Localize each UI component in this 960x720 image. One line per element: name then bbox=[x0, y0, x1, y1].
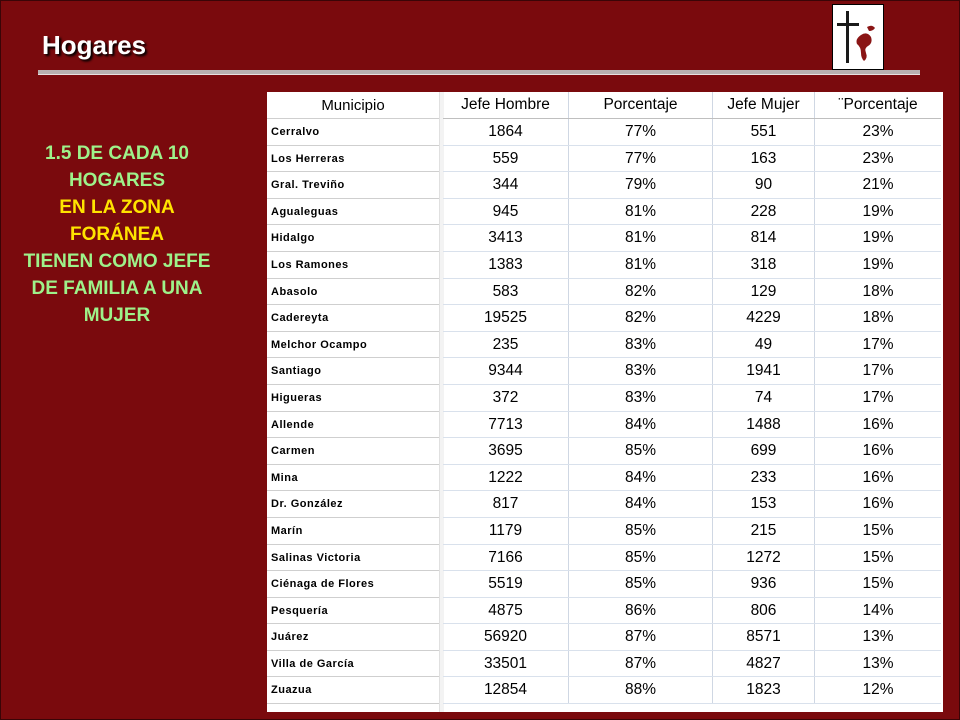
table-row bbox=[443, 358, 941, 385]
value-cell: 153 bbox=[713, 491, 815, 517]
table-row bbox=[267, 518, 439, 545]
column-header: ¨Porcentaje bbox=[838, 96, 918, 113]
value-cell: 163 bbox=[713, 146, 815, 172]
table-row bbox=[443, 199, 941, 226]
municipio-cell: Dr. González bbox=[271, 498, 344, 511]
value-cell: 1383 bbox=[443, 252, 569, 278]
value-cell: 13% bbox=[862, 654, 894, 672]
table-row bbox=[443, 624, 941, 651]
value-cell: 16% bbox=[862, 415, 894, 433]
value-cell: 17% bbox=[862, 335, 894, 353]
value-cell: 699 bbox=[713, 438, 815, 464]
table-row bbox=[267, 651, 439, 678]
municipio-cell: Salinas Victoria bbox=[271, 551, 361, 564]
value-cell: 15% bbox=[862, 548, 894, 566]
value-cell: 23% bbox=[862, 123, 894, 140]
table-row bbox=[267, 252, 439, 279]
table-row bbox=[267, 598, 439, 625]
statement-line-2: EN LA ZONA FORÁNEA bbox=[59, 197, 175, 245]
municipio-cell: Los Herreras bbox=[271, 152, 345, 165]
column-header: Jefe Mujer bbox=[713, 92, 815, 118]
value-cell: 551 bbox=[713, 119, 815, 145]
municipio-cell: Mina bbox=[271, 471, 299, 484]
municipio-cell: Agualeguas bbox=[271, 205, 339, 218]
value-cell: 19% bbox=[862, 202, 894, 220]
value-cell: 3695 bbox=[443, 438, 569, 464]
table-row bbox=[267, 438, 439, 465]
value-cell: 82% bbox=[569, 279, 713, 305]
value-cell: 806 bbox=[713, 598, 815, 624]
highlight-statement bbox=[22, 140, 212, 329]
municipio-cell: Los Ramones bbox=[271, 258, 349, 271]
value-cell: 15% bbox=[862, 521, 894, 539]
value-cell: 1222 bbox=[443, 465, 569, 491]
value-cell: 17% bbox=[862, 362, 894, 380]
title-underline bbox=[38, 70, 920, 74]
value-cell: 228 bbox=[713, 199, 815, 225]
value-cell: 344 bbox=[443, 172, 569, 198]
value-cell: 88% bbox=[569, 677, 713, 703]
municipio-cell: Melchor Ocampo bbox=[271, 338, 368, 351]
value-cell: 7166 bbox=[443, 545, 569, 571]
value-cell: 1272 bbox=[713, 545, 815, 571]
value-cell: 3413 bbox=[443, 225, 569, 251]
value-cell: 23% bbox=[862, 149, 894, 167]
value-cell: 49 bbox=[713, 332, 815, 358]
value-cell: 5519 bbox=[443, 571, 569, 597]
table-row bbox=[443, 385, 941, 412]
municipio-cell: Pesquería bbox=[271, 604, 329, 617]
table-row bbox=[267, 491, 439, 518]
table-row bbox=[267, 545, 439, 572]
value-cell: 233 bbox=[713, 465, 815, 491]
table-row bbox=[443, 651, 941, 678]
cross-globe-logo-icon bbox=[832, 4, 884, 70]
value-cell: 7713 bbox=[443, 412, 569, 438]
statement-line-1: 1.5 DE CADA 10 HOGARES bbox=[45, 143, 189, 191]
table-row bbox=[267, 571, 439, 598]
value-cell: 87% bbox=[569, 624, 713, 650]
value-cell: 14% bbox=[862, 601, 894, 619]
value-cell: 559 bbox=[443, 146, 569, 172]
table-row bbox=[267, 119, 439, 146]
table-row bbox=[443, 172, 941, 199]
table-row bbox=[443, 438, 941, 465]
value-cell: 81% bbox=[569, 199, 713, 225]
value-cell: 945 bbox=[443, 199, 569, 225]
slide-title: Hogares bbox=[42, 30, 147, 60]
value-cell: 81% bbox=[569, 252, 713, 278]
municipio-cell: Juárez bbox=[271, 631, 309, 644]
value-cell: 81% bbox=[569, 225, 713, 251]
value-cell: 85% bbox=[569, 518, 713, 544]
value-cell: 18% bbox=[862, 282, 894, 300]
column-header: Jefe Hombre bbox=[443, 92, 569, 118]
table-row bbox=[267, 279, 439, 306]
table-row bbox=[443, 545, 941, 572]
table-row bbox=[267, 465, 439, 492]
municipio-cell: Allende bbox=[271, 418, 315, 431]
value-cell: 18% bbox=[862, 309, 894, 327]
table-header-row bbox=[443, 92, 941, 119]
table-row bbox=[443, 305, 941, 332]
municipio-cell: Hidalgo bbox=[271, 232, 315, 245]
value-cell: 86% bbox=[569, 598, 713, 624]
value-cell: 33501 bbox=[443, 651, 569, 677]
values-columns bbox=[443, 92, 941, 704]
table-row bbox=[443, 491, 941, 518]
table-row bbox=[267, 146, 439, 173]
table-row bbox=[443, 146, 941, 173]
municipio-cell: Marín bbox=[271, 524, 303, 537]
statement-line-3: TIENEN COMO JEFE DE FAMILIA A UNA MUJER bbox=[23, 251, 211, 326]
value-cell: 87% bbox=[569, 651, 713, 677]
value-cell: 82% bbox=[569, 305, 713, 331]
municipio-cell: Villa de García bbox=[271, 657, 355, 670]
value-cell: 90 bbox=[713, 172, 815, 198]
value-cell: 318 bbox=[713, 252, 815, 278]
value-cell: 21% bbox=[862, 176, 894, 194]
table-row bbox=[267, 305, 439, 332]
value-cell: 83% bbox=[569, 332, 713, 358]
table-row bbox=[267, 677, 439, 704]
value-cell: 84% bbox=[569, 491, 713, 517]
value-cell: 8571 bbox=[713, 624, 815, 650]
table-row bbox=[443, 279, 941, 306]
table-row bbox=[267, 172, 439, 199]
value-cell: 12% bbox=[862, 681, 894, 699]
value-cell: 83% bbox=[569, 358, 713, 384]
value-cell: 85% bbox=[569, 438, 713, 464]
table-row bbox=[443, 518, 941, 545]
municipio-cell: Abasolo bbox=[271, 285, 318, 298]
municipio-cell: Cerralvo bbox=[271, 126, 320, 138]
value-cell: 4229 bbox=[713, 305, 815, 331]
value-cell: 84% bbox=[569, 465, 713, 491]
table-row bbox=[443, 119, 941, 146]
value-cell: 79% bbox=[569, 172, 713, 198]
value-cell: 13% bbox=[862, 628, 894, 646]
value-cell: 1179 bbox=[443, 518, 569, 544]
table-row bbox=[267, 225, 439, 252]
value-cell: 17% bbox=[862, 388, 894, 406]
value-cell: 215 bbox=[713, 518, 815, 544]
municipio-cell: Gral. Treviño bbox=[271, 179, 345, 192]
table-row bbox=[267, 385, 439, 412]
value-cell: 817 bbox=[443, 491, 569, 517]
value-cell: 4875 bbox=[443, 598, 569, 624]
value-cell: 9344 bbox=[443, 358, 569, 384]
table-row bbox=[443, 677, 941, 704]
value-cell: 56920 bbox=[443, 624, 569, 650]
value-cell: 85% bbox=[569, 545, 713, 571]
table-row bbox=[443, 571, 941, 598]
table-header-row bbox=[267, 92, 439, 119]
value-cell: 583 bbox=[443, 279, 569, 305]
municipio-cell: Santiago bbox=[271, 365, 322, 378]
table-row bbox=[267, 199, 439, 226]
value-cell: 19% bbox=[862, 255, 894, 273]
value-cell: 1864 bbox=[443, 119, 569, 145]
table-row bbox=[443, 598, 941, 625]
value-cell: 1488 bbox=[713, 412, 815, 438]
table-row bbox=[267, 332, 439, 359]
column-header: Municipio bbox=[321, 97, 385, 114]
value-cell: 4827 bbox=[713, 651, 815, 677]
value-cell: 19% bbox=[862, 229, 894, 247]
value-cell: 129 bbox=[713, 279, 815, 305]
municipio-cell: Carmen bbox=[271, 445, 315, 458]
household-table bbox=[267, 92, 943, 712]
value-cell: 74 bbox=[713, 385, 815, 411]
value-cell: 1941 bbox=[713, 358, 815, 384]
value-cell: 77% bbox=[569, 146, 713, 172]
column-header: Porcentaje bbox=[569, 92, 713, 118]
municipio-column bbox=[267, 92, 439, 704]
value-cell: 936 bbox=[713, 571, 815, 597]
municipio-cell: Higueras bbox=[271, 391, 323, 404]
value-cell: 16% bbox=[862, 442, 894, 460]
table-row bbox=[267, 358, 439, 385]
value-cell: 83% bbox=[569, 385, 713, 411]
value-cell: 372 bbox=[443, 385, 569, 411]
table-row bbox=[443, 332, 941, 359]
table-row bbox=[443, 252, 941, 279]
value-cell: 235 bbox=[443, 332, 569, 358]
value-cell: 85% bbox=[569, 571, 713, 597]
value-cell: 12854 bbox=[443, 677, 569, 703]
municipio-cell: Cadereyta bbox=[271, 312, 329, 325]
municipio-cell: Zuazua bbox=[271, 684, 312, 697]
value-cell: 1823 bbox=[713, 677, 815, 703]
value-cell: 16% bbox=[862, 468, 894, 486]
table-row bbox=[267, 412, 439, 439]
value-cell: 814 bbox=[713, 225, 815, 251]
value-cell: 84% bbox=[569, 412, 713, 438]
table-row bbox=[443, 465, 941, 492]
value-cell: 16% bbox=[862, 495, 894, 513]
value-cell: 77% bbox=[569, 119, 713, 145]
table-row bbox=[267, 624, 439, 651]
municipio-cell: Ciénaga de Flores bbox=[271, 578, 375, 591]
table-row bbox=[443, 225, 941, 252]
value-cell: 15% bbox=[862, 575, 894, 593]
value-cell: 19525 bbox=[443, 305, 569, 331]
table-row bbox=[443, 412, 941, 439]
